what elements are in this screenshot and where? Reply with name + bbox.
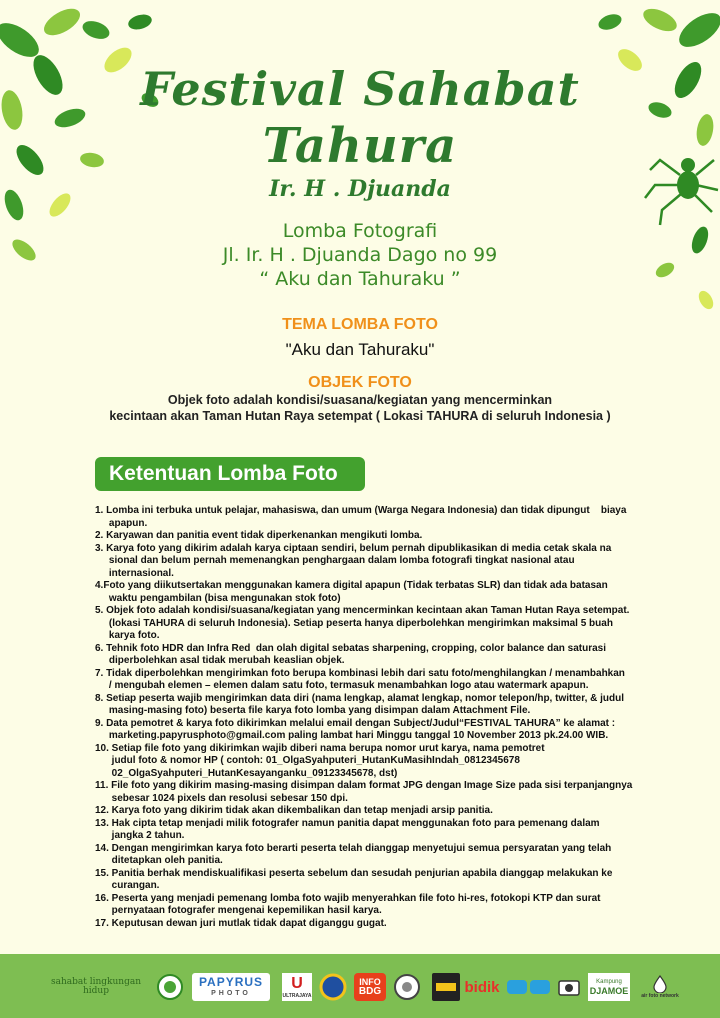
subtitle-address: Jl. Ir. H . Djuanda Dago no 99 xyxy=(222,244,498,266)
ketentuan-banner: Ketentuan Lomba Foto xyxy=(95,457,365,491)
logo-info-text: INFO xyxy=(359,977,381,987)
rule-item: 14. Dengan mengirimkan karya foto berarti peserta telah dianggap menyetujui semua persyaratan yang telah ditetapkan oleh panitia. xyxy=(95,842,612,866)
logo-round-blue xyxy=(318,973,348,1001)
rule-item: 16. Peserta yang menjadi pemenang lomba foto wajib menyerahkan file foto hi-res, fotokopi KTP dan surat pernyataan fotografer mengenai kepemilikan hasil karya. xyxy=(95,892,601,916)
rule-item: 10. Setiap file foto yang dikirimkan wajib diberi nama berupa nomor urut karya, nama pemotret judul foto & nomor HP ( contoh: 01_OlgaSyahputeri_HutanKuMasihIndah_0812345678 02_OlgaSyahputeri_HutanKesayanganku_09123345678, dst) xyxy=(95,742,545,779)
rule-item: 5. Objek foto adalah kondisi/suasana/kegiatan yang mencerminkan kecintaan akan Taman Hutan Raya setempat. (lokasi TAHURA di seluruh Indonesia). Setiap peserta hanya diperbolehkan mengirimkan maksimal 5 buah karya foto. xyxy=(95,605,630,641)
logo-bdg-text: BDG xyxy=(358,986,382,997)
logo-seal xyxy=(392,973,422,1001)
logo-ultrajaya-text: ULTRAJAYA xyxy=(282,993,312,999)
logo-ultrajaya xyxy=(282,973,312,1001)
radio-icon xyxy=(434,979,458,995)
rule-item: 9. Data pemotret & karya foto dikirimkan melalui email dengan Subject/Judul“FESTIVAL TAHURA” ke alamat : marketing.papyrusphoto@gmail.com paling lambat hari Minggu tanggal 10 November 2013 pk.24.00 WIB. xyxy=(95,717,616,741)
rule-item: 7. Tidak diperbolehkan mengirimkan foto berupa kombinasi lebih dari satu foto/menghilangkan / menambahkan / mengubah elemen – elemen dalam satu foto, termasuk menambahkan logo atau watermark apapun. xyxy=(95,667,625,691)
camera-icon xyxy=(556,974,582,1000)
rules-list xyxy=(95,505,635,930)
logo-round-green xyxy=(156,973,184,1001)
subtitle-lomba: Lomba Fotografi xyxy=(282,220,438,242)
logo-air-foto xyxy=(640,973,680,1001)
logo-papyrus xyxy=(192,973,270,1001)
objek-description xyxy=(0,392,720,424)
rule-item: 1. Lomba ini terbuka untuk pelajar, mahasiswa, dan umum (Warga Negara Indonesia) dan tidak dipungut biaya apapun. xyxy=(95,505,627,529)
rule-item: 15. Panitia berhak mendiskualifikasi peserta sebelum dan sesudah penjurian apabila dianggap melakukan ke curangan. xyxy=(95,867,613,891)
emblem-icon xyxy=(156,973,184,1001)
logo-bidik: bidik xyxy=(464,978,500,996)
rule-item: 11. File foto yang dikirim masing-masing disimpan dalam format JPG dengan Image Size pada sisi terpanjangnya sebesar 1024 pixels dan resolusi sebesar 150 dpi. xyxy=(95,780,633,804)
logo-air-foto-text: air foto network xyxy=(641,993,679,999)
badges-icon xyxy=(506,976,552,998)
tema-heading: TEMA LOMBA FOTO xyxy=(282,316,438,333)
rule-item: 13. Hak cipta tetap menjadi milik fotografer namun panitia dapat menggunakan foto para pemenang dalam jangka 2 tahun. xyxy=(95,817,600,841)
rule-item: 6. Tehnik foto HDR dan Infra Red dan olah digital sebatas sharpening, cropping, color balance dan saturasi diperbolehkan asal tidak merubah keaslian objek. xyxy=(95,642,607,666)
rule-item: 2. Karyawan dan panitia event tidak diperkenankan mengikuti lomba. xyxy=(95,530,423,541)
rule-item: 3. Karya foto yang dikirim adalah karya ciptaan sendiri, belum pernah dipublikasikan di media cetak skala na sional dan belum pernah memenangkan penghargaan dalam lomba fotografi tingkat nasional atau internasional. xyxy=(95,542,612,579)
title-line-2: Tahura xyxy=(262,118,458,174)
logo-papyrus-sub: PHOTO xyxy=(211,990,251,997)
title-line-3: Ir. H . Djuanda xyxy=(269,176,451,202)
logo-info-bdg xyxy=(354,973,386,1001)
rule-item: 17. Keputusan dewan juri mutlak tidak dapat diganggu gugat. xyxy=(95,917,387,929)
objek-line-2: kecintaan akan Taman Hutan Raya setempat ( Lokasi TAHURA di seluruh Indonesia ) xyxy=(109,409,611,423)
objek-line-1: Objek foto adalah kondisi/suasana/kegiatan yang mencerminkan xyxy=(167,393,553,407)
seal-icon xyxy=(392,973,422,1001)
logo-sahabat-lingkungan: sahabat lingkungan hidup xyxy=(50,977,142,996)
rule-item: 4.Foto yang diikutsertakan menggunakan kamera digital apapun (Tidak terbatas SLR) dan tidak ada batasan waktu pengambilan (bisa mengunakan stok foto) xyxy=(95,580,608,604)
tema-value: "Aku dan Tahuraku" xyxy=(285,340,435,359)
drop-icon xyxy=(652,975,668,993)
subtitle-theme: “ Aku dan Tahuraku ” xyxy=(259,268,461,290)
logo-djamoe-text: DJAMOE xyxy=(589,986,629,996)
badge-icon xyxy=(318,973,348,1001)
logo-radio xyxy=(432,973,460,1001)
logo-djamoe xyxy=(588,973,630,1001)
title-line-1: Festival Sahabat xyxy=(140,62,580,116)
u-icon: U xyxy=(291,975,303,992)
objek-heading: OBJEK FOTO xyxy=(308,374,412,391)
logo-blue-badges xyxy=(506,973,552,1001)
logo-kampung-text: Kampung xyxy=(596,979,622,985)
logo-papyrus-text: PAPYRUS xyxy=(198,975,264,989)
rule-item: 8. Setiap peserta wajib mengirimkan data diri (nama lengkap, alamat lengkap, nomor telepon/hp, twitter, & judul masing-masing foto) beserta file karya foto lomba yang disimpan dalam Attachment File. xyxy=(95,692,625,716)
logo-camera xyxy=(556,973,582,1001)
rule-item: 12. Karya foto yang dikirim tidak akan dikembalikan dan tetap menjadi arsip panitia. xyxy=(95,805,493,816)
